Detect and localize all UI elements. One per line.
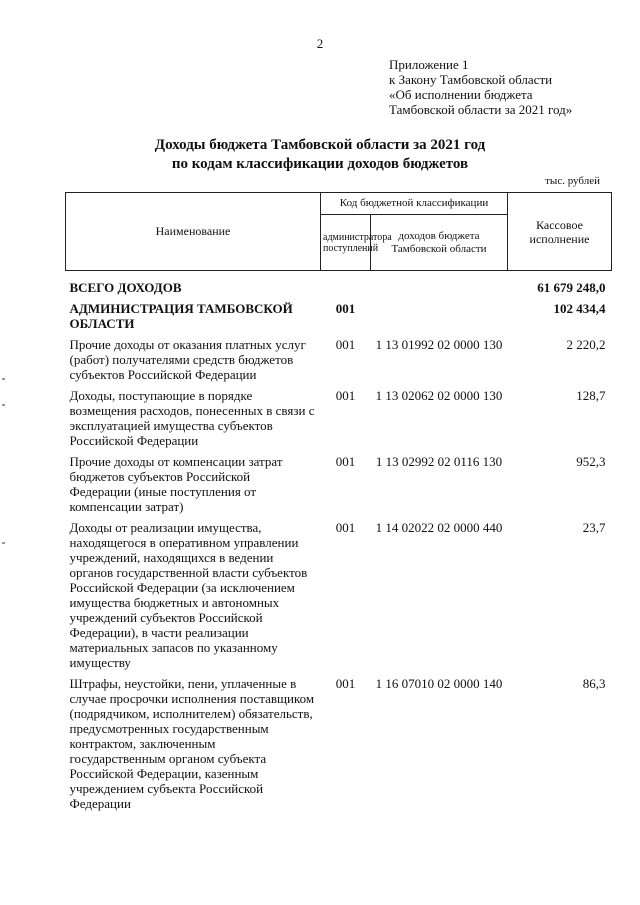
row-income-code: 1 14 02022 02 0000 440 [375,519,503,535]
scan-margin-mark [2,542,5,544]
row-admin-code: 001 [335,453,356,469]
total-income [371,280,508,301]
row-name: Штрафы, неустойки, пени, уплаченные в случае просрочки исполнения поставщиком (подрядчиком, исполнителем) обязательств, предусмотренных государственным контрактом, заключенным государственным органом субъекта Российской Федерации, казенным учреждением субъекта Российской Федерации [69,675,315,811]
row-name: Доходы, поступающие в порядке возмещения расходов, понесенных в связи с эксплуатацией имущества субъектов Российской Федерации [69,387,315,448]
appendix-line: Тамбовской области за 2021 год» [389,102,573,117]
administration-amount: 102 434,4 [553,300,606,316]
administration-row [66,301,612,337]
row-admin-code: 001 [335,675,356,691]
table-row [66,520,612,676]
total-row [66,280,612,301]
units-label: тыс. рублей [545,175,600,187]
header-income: доходов бюджета Тамбовской области [371,215,508,271]
scan-margin-mark [2,404,5,406]
row-income-code: 1 13 02992 02 0116 130 [375,453,503,469]
scan-margin-mark [2,378,5,380]
total-amount: 61 679 248,0 [537,279,606,295]
table-row [66,676,612,817]
row-amount: 2 220,2 [566,336,606,352]
row-admin-code: 001 [335,336,356,352]
row-income-code: 1 13 01992 02 0000 130 [375,336,503,352]
header-admin: администратора поступлений [321,215,371,271]
row-admin-code: 001 [335,387,356,403]
document-title [0,136,640,174]
title-line: Доходы бюджета Тамбовской области за 2021 год [154,137,486,153]
page-number: 2 [316,36,324,51]
table-header [66,193,612,271]
revenue-table [65,192,612,817]
administration-admin: 001 [335,300,356,316]
row-income-code: 1 16 07010 02 0000 140 [375,675,503,691]
appendix-line: «Об исполнении бюджета [389,87,533,102]
total-name: ВСЕГО ДОХОДОВ [69,279,182,295]
administration-income [371,301,508,337]
title-line: по кодам классификации доходов бюджетов [171,156,469,172]
table-body [66,271,612,817]
row-admin-code: 001 [335,519,356,535]
administration-name: АДМИНИСТРАЦИЯ ТАМБОВСКОЙ ОБЛАСТИ [69,300,293,331]
row-name: Прочие доходы от оказания платных услуг (работ) получателями средств бюджетов субъектов Российской Федерации [69,336,306,382]
row-name: Прочие доходы от компенсации затрат бюджетов субъектов Российской Федерации (иные поступления от компенсации затрат) [69,453,283,514]
appendix-line: Приложение 1 [389,57,469,72]
appendix-note [389,57,572,117]
total-admin [321,280,371,301]
row-amount: 86,3 [582,675,606,691]
header-amount: Кассовое исполнение [508,193,612,271]
appendix-line: к Закону Тамбовской области [389,72,553,87]
header-name: Наименование [66,193,321,271]
row-income-code: 1 13 02062 02 0000 130 [375,387,503,403]
row-amount: 952,3 [576,453,606,469]
table-row [66,454,612,520]
row-amount: 23,7 [582,519,606,535]
table-row [66,388,612,454]
row-amount: 128,7 [576,387,606,403]
table-row [66,337,612,388]
header-code-group: Код бюджетной классификации [321,193,508,215]
row-name: Доходы от реализации имущества, находящегося в оперативном управлении учреждений, находящихся в ведении органов государственной власти субъектов Российской Федерации (за исключением имущества бюджетных и автономных учреждений субъектов Российской Федерации), в части реализации материальных запасов по указанному имуществу [69,519,308,670]
